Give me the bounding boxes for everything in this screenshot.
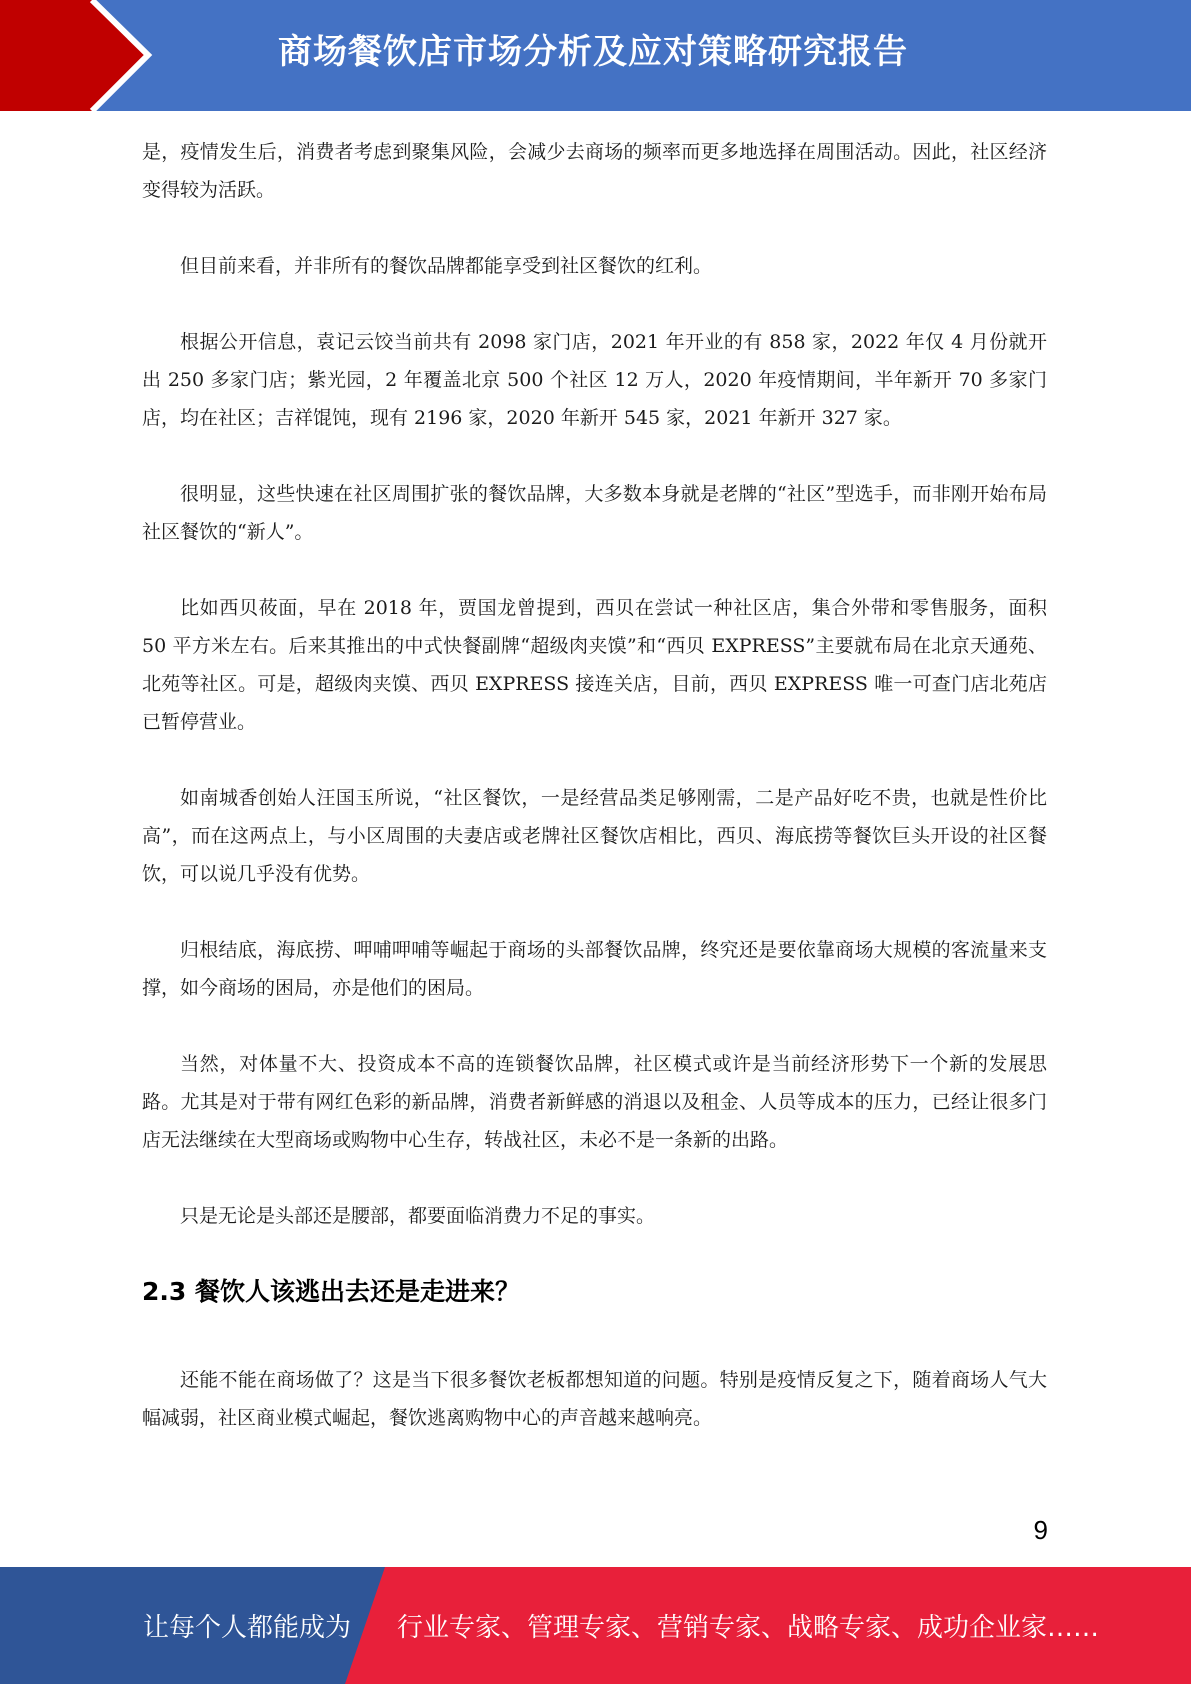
paragraph: 根据公开信息，袁记云饺当前共有 2098 家门店，2021 年开业的有 858 家，2022 年仅 4 月份就开出 250 多家门店；紫光园，2 年覆盖北京 500 个社区 12 万人，2020 年疫情期间，半年新开 70 多家门店，均在社区；吉祥馄饨，现有 2196 家，2020 年新开 545 家，2021 年新开 327 家。 (142, 331, 1047, 429)
page-content (142, 133, 1047, 1475)
paragraph: 比如西贝莜面，早在 2018 年，贾国龙曾提到，西贝在尝试一种社区店，集合外带和零售服务，面积 50 平方米左右。后来其推出的中式快餐副牌“超级肉夹馍”和“西贝 EXPRESS”主要就布局在北京天通苑、北苑等社区。可是，超级肉夹馍、西贝 EXPRESS 接连关店，目前，西贝 EXPRESS 唯一可查门店北苑店已暂停营业。 (142, 597, 1047, 733)
page-header (0, 0, 1191, 111)
paragraph: 还能不能在商场做了？这是当下很多餐饮老板都想知道的问题。特别是疫情反复之下，随着商场人气大幅减弱，社区商业模式崛起，餐饮逃离购物中心的声音越来越响亮。 (142, 1369, 1047, 1429)
footer-slogan-right: 行业专家、管理专家、营销专家、战略专家、成功企业家…… (397, 1613, 1100, 1643)
paragraph: 当然，对体量不大、投资成本不高的连锁餐饮品牌，社区模式或许是当前经济形势下一个新的发展思路。尤其是对于带有网红色彩的新品牌，消费者新鲜感的消退以及租金、人员等成本的压力，已经让很多门店无法继续在大型商场或购物中心生存，转战社区，未必不是一条新的出路。 (142, 1053, 1047, 1151)
report-title: 商场餐饮店市场分析及应对策略研究报告 (278, 32, 908, 72)
paragraph: 如南城香创始人汪国玉所说，“社区餐饮，一是经营品类足够刚需，二是产品好吃不贵，也就是性价比高”，而在这两点上，与小区周围的夫妻店或老牌社区餐饮店相比，西贝、海底捞等餐饮巨头开设的社区餐饮，可以说几乎没有优势。 (142, 787, 1047, 885)
paragraph: 很明显，这些快速在社区周围扩张的餐饮品牌，大多数本身就是老牌的“社区”型选手，而非刚开始布局社区餐饮的“新人”。 (142, 483, 1047, 543)
header-arrow-decoration (0, 0, 170, 111)
page-number: 9 (1033, 1515, 1048, 1545)
paragraph: 是，疫情发生后，消费者考虑到聚集风险，会减少去商场的频率而更多地选择在周围活动。因此，社区经济变得较为活跃。 (142, 141, 1047, 201)
paragraph: 归根结底，海底捞、呷哺呷哺等崛起于商场的头部餐饮品牌，终究还是要依靠商场大规模的客流量来支撑，如今商场的困局，亦是他们的困局。 (142, 939, 1047, 999)
page-footer (0, 1567, 1191, 1684)
paragraph: 但目前来看，并非所有的餐饮品牌都能享受到社区餐饮的红利。 (180, 255, 713, 277)
section-heading: 2.3 餐饮人该逃出去还是走进来？ (142, 1277, 520, 1306)
footer-slogan-left: 让每个人都能成为 (143, 1613, 352, 1643)
paragraph: 只是无论是头部还是腰部，都要面临消费力不足的事实。 (180, 1205, 656, 1227)
